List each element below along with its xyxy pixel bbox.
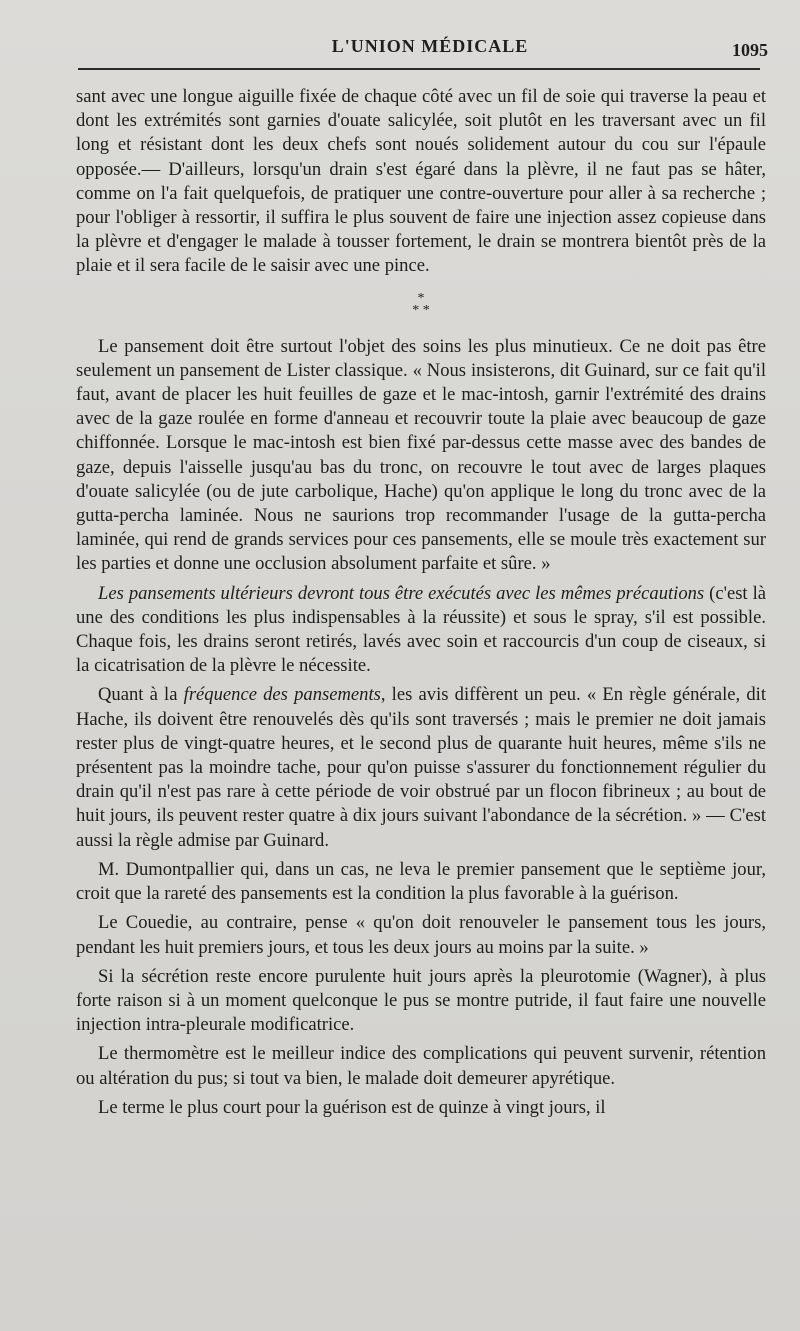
body-text xyxy=(76,85,766,1120)
paragraph-5: M. Dumontpallier qui, dans un cas, ne leva le premier pansement que le septième jour, croit que la rareté des pansements est la condition la plus favorable à la guérison. xyxy=(76,858,766,905)
paragraph-6: Le Couedie, au contraire, pense « qu'on doit renouveler le pansement tous les jours, pendant les huit premiers jours, et tous les deux jours au moins par la suite. » xyxy=(76,912,766,958)
paragraph-3-text: (c'est là une des conditions les plus indispensables à la réussite) et sous le spray, s'il est possible. Chaque fois, les drains seront retirés, lavés avec soin et raccourcis d'un coup de ciseaux, si la cicatrisation de la plèvre le nécessite. xyxy=(76,582,766,677)
paragraph-8: Le thermomètre est le meilleur indice des complications qui peuvent survenir, rétention ou altération du pus; si tout va bien, le malade doit demeurer apyrétique. xyxy=(76,1043,766,1089)
header-rule xyxy=(78,68,760,70)
separator-bottom: * * xyxy=(412,302,430,318)
paragraph-3-italic: Les pansements ultérieurs devront tous être exécutés avec les mêmes précautions xyxy=(98,582,705,604)
paragraph-4 xyxy=(76,683,766,852)
separator-top: * xyxy=(417,290,425,306)
running-title: L'UNION MÉDICALE xyxy=(331,36,529,56)
paragraph-3 xyxy=(76,582,766,679)
paragraph-4-start: Quant à la xyxy=(98,684,184,706)
page-number: 1095 xyxy=(732,40,768,60)
paragraph-9: Le terme le plus court pour la guérison est de quinze à vingt jours, il xyxy=(98,1096,606,1118)
page-header xyxy=(0,0,800,80)
section-separator xyxy=(76,290,766,318)
paragraph-2: Le pansement doit être surtout l'objet des soins les plus minutieux. Ce ne doit pas être seulement un pansement de Lister classique. « Nous insisterons, dit Guinard, sur ce fait qu'il faut, avant de placer les huit feuilles de gaze et le mac-intosh, garnir l'extrémité des drains avec de la gaze roulée en forme d'anneau et recouvrir toute la plaie avec beaucoup de gaze chiffonnée. Lorsque le mac-intosh est bien fixé par-dessus cette masse avec des bandes de gaze, depuis l'aisselle jusqu'au bas du tronc, on recouvre le tout avec de larges plaques d'ouate salicylée (ou de jute carbolique, Hache) qu'on applique le long du tronc avec de la gutta-percha laminée. Nous ne saurions trop recommander l'usage de la gutta-percha laminée, qui rend de grands services pour ces pansements, elle se moule très exactement sur les parties et donne une occlusion absolument parfaite et sûre. » xyxy=(76,335,766,575)
paragraph-1: sant avec une longue aiguille fixée de chaque côté avec un fil de soie qui traverse la peau et dont les extrémités sont garnies d'ouate salicylée, soit plutôt en les traversant avec un fil long et résistant dont les deux chefs sont noués solidement autour du cou sur l'épaule opposée.— D'ailleurs, lorsqu'un drain s'est égaré dans la plèvre, il ne faut pas se hâter, comme on l'a fait quelquefois, de pratiquer une contre-ouverture pour aller à sa recherche ; pour l'obliger à ressortir, il suffira le plus souvent de faire une injection assez copieuse dans la plèvre et d'engager le malade à tousser fortement, le drain se montrera bientôt près de la plaie et il sera facile de le saisir avec une pince. xyxy=(76,86,766,277)
paragraph-4-italic: fréquence des pansements xyxy=(183,684,381,706)
paragraph-7: Si la sécrétion reste encore purulente huit jours après la pleurotomie (Wagner), à plus forte raison si à un moment quelconque le pus se montre putride, il faut faire une nouvelle injection intra-pleurale modificatrice. xyxy=(76,965,766,1036)
paragraph-4-text: , les avis diffèrent un peu. « En règle générale, dit Hache, ils doivent être renouvelés dès qu'ils sont traversés ; mais le premier ne doit jamais rester plus de vingt-quatre heures, et le second plus de quarante huit heures, même s'ils ne présentent pas la moindre tache, pour qu'on puisse s'assurer du fonctionnement régulier du drain qu'il n'est pas rare à cette période de voir obstrué par un flocon fibrineux ; au bout de huit jours, ils peuvent rester quatre à dix jours suivant l'abondance de la sécrétion. » — C'est aussi la règle admise par Guinard. xyxy=(76,684,766,851)
